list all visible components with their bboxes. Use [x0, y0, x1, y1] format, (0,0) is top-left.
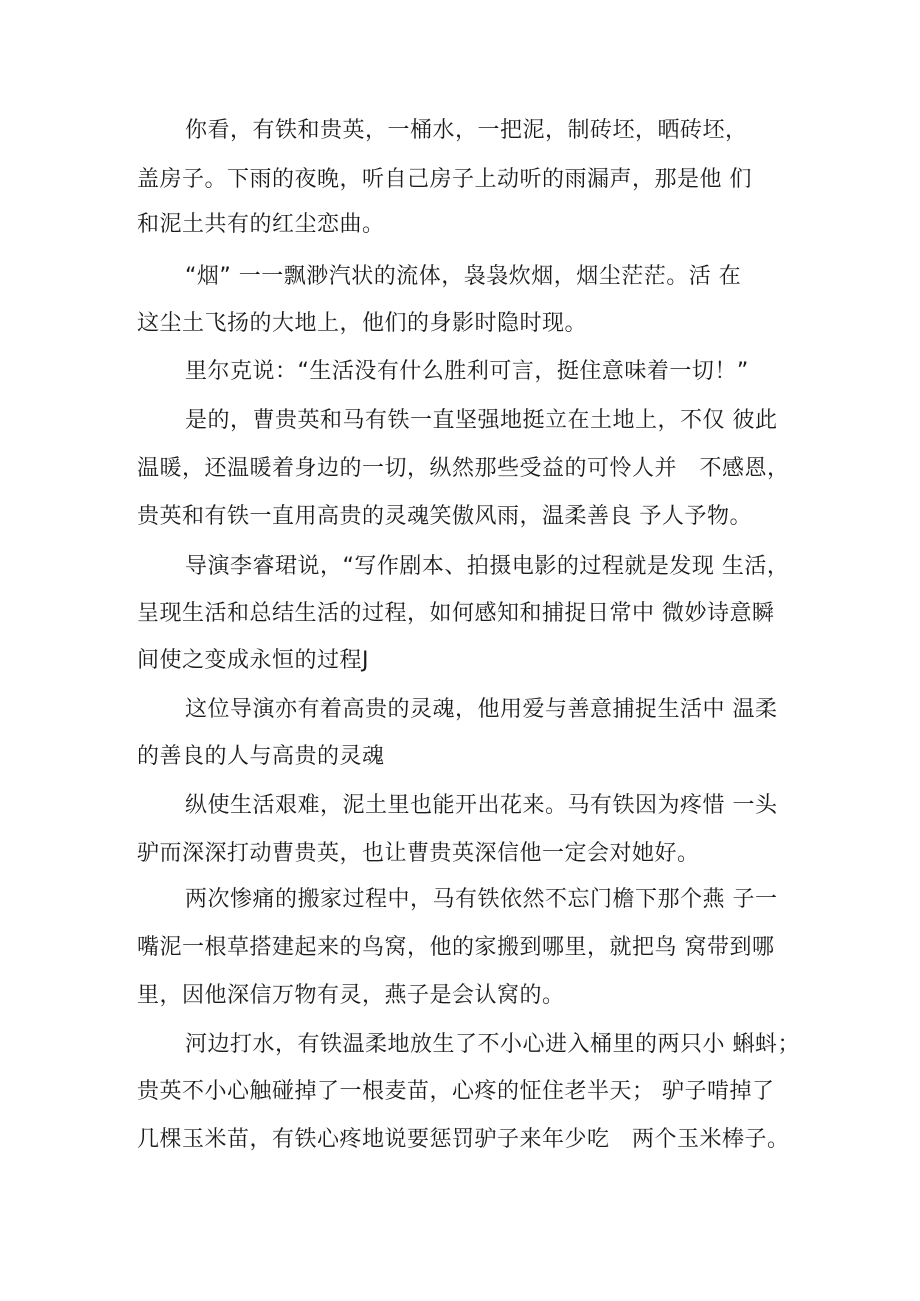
text-line: 几棵玉米苗，有铁心疼地说要惩罚驴子来年少吃 两个玉米棒子。 [137, 1127, 790, 1152]
text-line: 盖房子。下雨的夜晚，听自己房子上动听的雨漏声，那是他 们 [137, 167, 752, 192]
text-line: 嘴泥一根草搭建起来的鸟窝，他的家搬到哪里，就把鸟 窝带到哪 [137, 935, 775, 960]
text-line: 这尘土飞扬的大地上，他们的身影时隐时现。 [137, 311, 588, 336]
text-line: “烟” 一一飘渺汽状的流体，袅袅炊烟，烟尘茫茫。活 在 [185, 264, 742, 289]
text-line: 的善良的人与高贵的灵魂 [137, 744, 385, 769]
text-line: 这位导演亦有着高贵的灵魂，他用爱与善意捕捉生活中 温柔 [185, 697, 778, 722]
text-line: 驴而深深打动曹贵英，也让曹贵英深信他一定会对她好。 [137, 841, 700, 866]
text-line: 间使之变成永恒的过程J [137, 648, 369, 673]
text-line: 里尔克说：“生活没有什么胜利可言，挺住意味着一切！” [185, 359, 749, 384]
text-line: 里，因他深信万物有灵，燕子是会认窝的。 [137, 983, 565, 1008]
text-line: 是的，曹贵英和马有铁一直坚强地挺立在土地上，不仅 彼此 [185, 408, 778, 433]
text-line: 和泥土共有的红尘恋曲。 [137, 212, 385, 237]
text-line: 你看，有铁和贵英，一桶水，一把泥，制砖坯，晒砖坯， [185, 118, 748, 143]
text-line: 两次惨痛的搬家过程中，马有铁依然不忘门檐下那个燕 子一 [185, 887, 778, 912]
text-line: 导演李睿珺说，“写作剧本、拍摄电影的过程就是发现 生活， [185, 554, 790, 579]
text-line: 温暖，还温暖着身边的一切，纵然那些受益的可怜人并 不感恩， [137, 456, 790, 481]
text-line: 河边打水，有铁温柔地放生了不小心进入桶里的两只小 蝌蚪； [185, 1032, 800, 1057]
text-line: 贵英和有铁一直用高贵的灵魂笑傲风雨，温柔善良 予人予物。 [137, 504, 752, 529]
text-line: 纵使生活艰难，泥土里也能开出花来。马有铁因为疼惜 一头 [185, 793, 778, 818]
text-line: 呈现生活和总结生活的过程，如何感知和捕捉日常中 微妙诗意瞬 [137, 601, 775, 626]
text-line: 贵英不小心触碰掉了一根麦苗，心疼的怔住老半天； 驴子啃掉了 [137, 1079, 775, 1104]
